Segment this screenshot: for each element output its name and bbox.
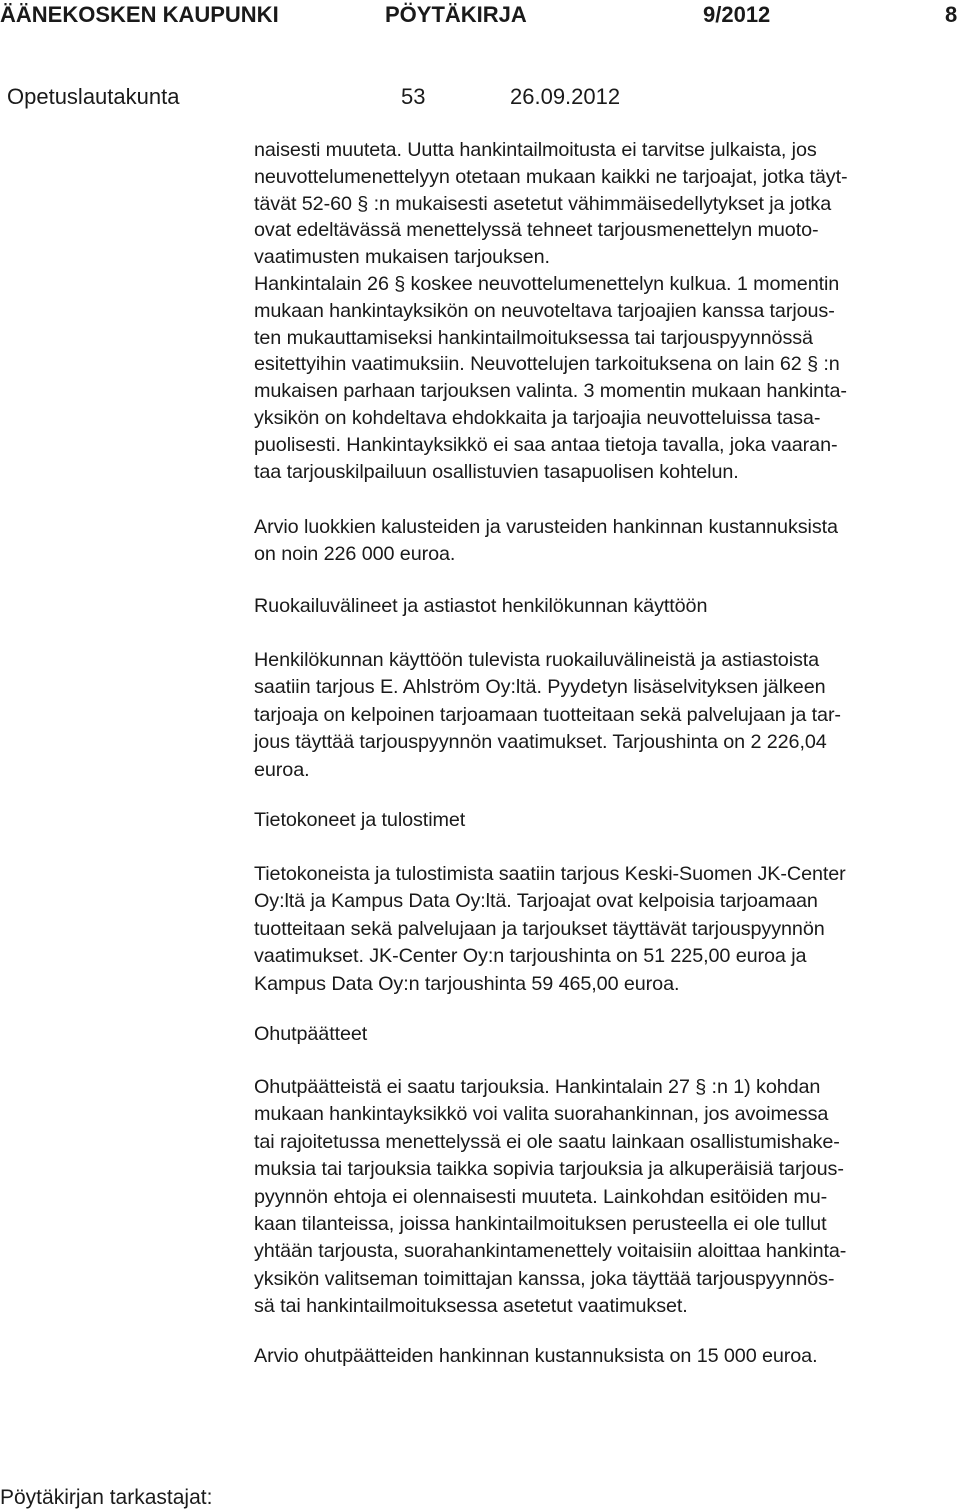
text-line: Ohutpäätteistä ei saatu tarjouksia. Hankintalain 27 § :n 1) kohdan <box>254 1076 821 1098</box>
text-line: Oy:ltä ja Kampus Data Oy:ltä. Tarjoajat ovat kelpoisia tarjoamaan <box>254 890 818 913</box>
text-line: yksikön valitseman toimittajan kanssa, joka täyttää tarjouspyynnös- <box>254 1267 835 1290</box>
organization-name: ÄÄNEKOSKEN KAUPUNKI <box>0 2 279 27</box>
reviewers-label: Pöytäkirjan tarkastajat: <box>0 1486 213 1509</box>
text-line: ten mukauttamiseksi hankintailmoituksessa tai tarjouspyynnössä <box>254 326 813 349</box>
text-line: tai rajoitetussa menettelyssä ei ole saatu lainkaan osallistumishake- <box>254 1130 840 1153</box>
text-line: vaatimukset. JK-Center Oy:n tarjoushinta on 51 225,00 euroa ja <box>254 945 807 968</box>
text-line: euroa. <box>254 758 310 781</box>
classroom-cost-estimate <box>254 514 960 569</box>
text-line: Tietokoneista ja tulostimista saatiin tarjous Keski-Suomen JK-Center <box>254 863 846 885</box>
text-line: naisesti muuteta. Uutta hankintailmoitusta ei tarvitse julkaista, jos <box>254 139 817 161</box>
document-type: PÖYTÄKIRJA <box>385 2 527 27</box>
section-heading-thin-clients: Ohutpäätteet <box>254 1023 368 1045</box>
text-line: mukaan hankintayksikkö voi valita suorahankinnan, jos avoimessa <box>254 1103 829 1126</box>
text-line: neuvottelumenettelyyn otetaan mukaan kaikki ne tarjoajat, jotka täyt- <box>254 165 848 188</box>
text-line: sä tai hankintailmoituksessa asetetut vaatimukset. <box>254 1295 688 1318</box>
text-line: mukaan hankintayksikön on neuvoteltava tarjoajien kanssa tarjous- <box>254 299 835 322</box>
text-line: jous täyttää tarjouspyynnön vaatimukset. Tarjoushinta on 2 226,04 <box>254 731 827 754</box>
text-line: Arvio luokkien kalusteiden ja varusteiden hankinnan kustannuksista <box>254 516 838 538</box>
dining-paragraph <box>254 647 960 784</box>
thin-clients-paragraph <box>254 1074 960 1321</box>
text-line: tarjoaja on kelpoinen tarjoamaan tuotteitaan sekä palvelujaan ja tar- <box>254 703 841 726</box>
text-line: vaatimusten mukaisen tarjouksen. <box>254 246 550 269</box>
text-line: mukaisen parhaan tarjouksen valinta. 3 momentin mukaan hankinta- <box>254 380 847 403</box>
text-line: pyynnön ehtoja ei olennaisesti muuteta. Lainkohdan esitöiden mu- <box>254 1185 828 1208</box>
intro-paragraph <box>254 137 960 271</box>
text-line: tävät 52-60 § :n mukaisesti asetetut vähimmäisedellytykset ja jotka <box>254 192 832 215</box>
text-line: Kampus Data Oy:n tarjoushinta 59 465,00 euroa. <box>254 972 680 995</box>
section-heading-computers: Tietokoneet ja tulostimet <box>254 809 466 831</box>
text-line: kaan tilanteissa, joissa hankintailmoituksen perusteella ei ole tullut <box>254 1213 827 1236</box>
text-line: ovat edeltävässä menettelyssä tehneet tarjousmenettelyn muoto- <box>254 219 819 242</box>
law-paragraph <box>254 271 960 485</box>
section-number: 53 <box>401 84 426 109</box>
text-line: muksia tai tarjouksia taikka sopivia tarjouksia ja alkuperäisiä tarjous- <box>254 1158 844 1181</box>
text-line: Hankintalain 26 § koskee neuvottelumenettelyn kulkua. 1 momentin <box>254 273 840 295</box>
text-line: taa tarjouskilpailuun osallistuvien tasapuolisen kohtelun. <box>254 460 739 483</box>
text-line: yksikön on kohdeltava ehdokkaita ja tarjoajia neuvotteluissa tasa- <box>254 406 821 429</box>
committee-name: Opetuslautakunta <box>7 84 180 109</box>
text-line: saatiin tarjous E. Ahlström Oy:ltä. Pyydetyn lisäselvityksen jälkeen <box>254 676 826 699</box>
computers-paragraph <box>254 861 960 998</box>
text-line: tuotteitaan sekä palvelujaan ja tarjoukset täyttävät tarjouspyynnön <box>254 917 825 940</box>
text-line: Henkilökunnan käyttöön tulevista ruokailuvälineistä ja astiastoista <box>254 649 820 671</box>
text-line: yhtään tarjousta, suorahankintamenettely voitaisiin aloittaa hankinta- <box>254 1240 847 1263</box>
page-number: 8 <box>945 2 958 27</box>
text-line: esitettyihin vaatimuksiin. Neuvottelujen tarkoituksena on lain 62 § :n <box>254 353 840 376</box>
text-line: on noin 226 000 euroa. <box>254 543 456 566</box>
section-heading-dining: Ruokailuvälineet ja astiastot henkilökunnan käyttöön <box>254 595 708 617</box>
issue-number: 9/2012 <box>703 2 771 27</box>
thin-clients-cost-estimate: Arvio ohutpäätteiden hankinnan kustannuksista on 15 000 euroa. <box>254 1345 818 1367</box>
meeting-date: 26.09.2012 <box>510 84 621 109</box>
text-line: puolisesti. Hankintayksikkö ei saa antaa tietoja tavalla, joka vaaran- <box>254 433 838 456</box>
